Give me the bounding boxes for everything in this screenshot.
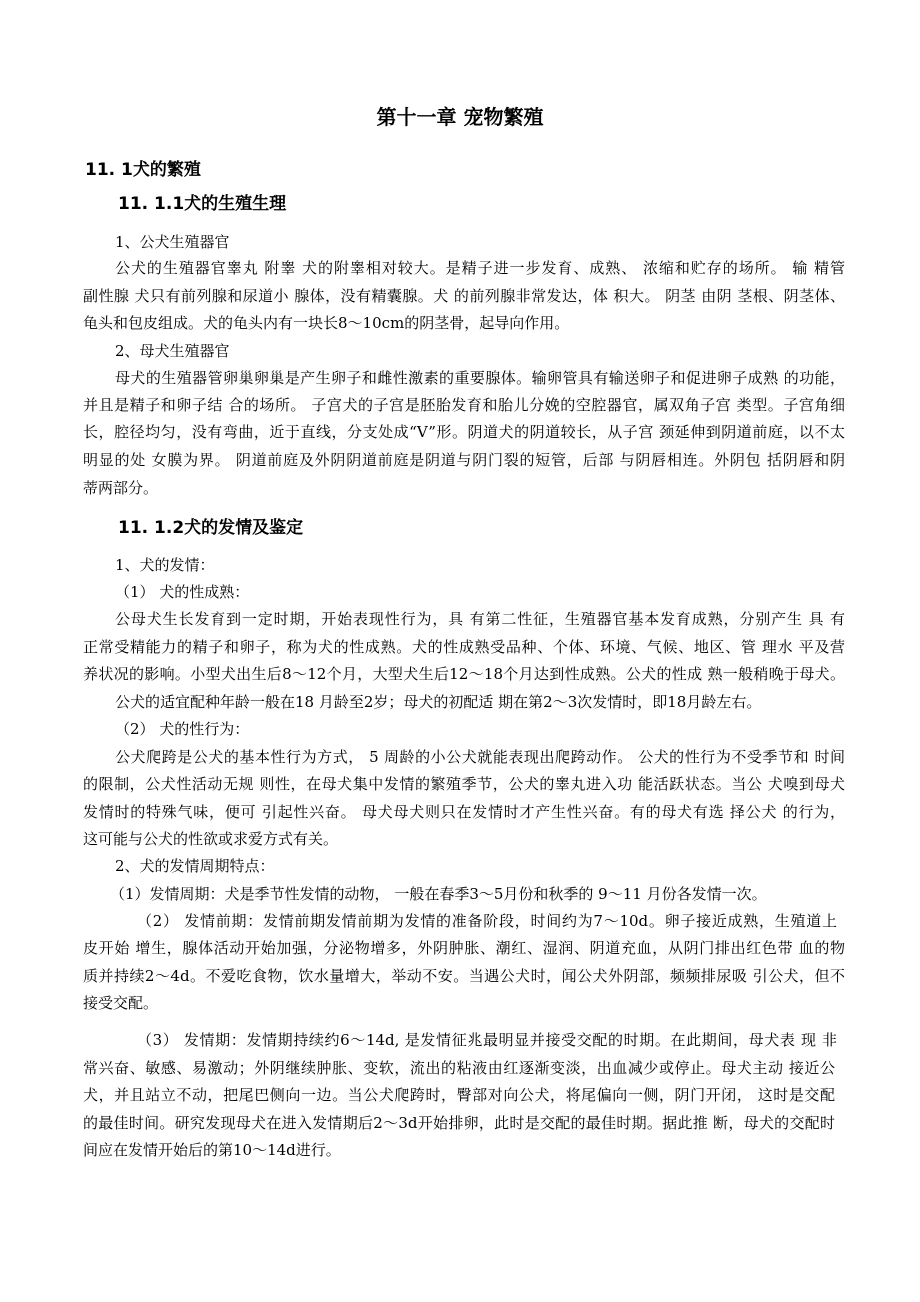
paragraph-line: 常兴奋、敏感、易激动；外阴继续肿胀、变软，流出的粘液由红逐渐变淡，出血减少或停止。母犬主动 接近公 [83, 1059, 835, 1077]
paragraph-line: 明显的处 女膜为界。 阴道前庭及外阴阴道前庭是阴道与阴门裂的短管，后部 与阴唇相连。外阴包 括阴唇和阴 [83, 451, 845, 469]
paragraph-line: 公犬的生殖器官睾丸 附睾 犬的附睾相对较大。是精子进一步发育、成熟、 浓缩和贮存的场所。 输 精管 [115, 259, 845, 277]
paragraph-line: 正常受精能力的精子和卵子，称为犬的性成熟。犬的性成熟受品种、个体、环境、气候、地区、管 理水 平及营 [83, 638, 845, 656]
paragraph-line: 公犬的适宜配种年龄一般在18 月龄至2岁；母犬的初配适 期在第2～3次发情时，即18月龄左右。 [115, 693, 762, 711]
female-organs-heading: 2、母犬生殖器官 [115, 342, 230, 360]
paragraph-line: 接受交配。 [83, 994, 159, 1012]
paragraph-line: 副性腺 犬只有前列腺和尿道小 腺体，没有精囊腺。犬 的前列腺非常发达，体 积大。 阴茎 由阴 茎根、阴茎体、 [83, 287, 845, 305]
paragraph-line: 公母犬生长发育到一定时期，开始表现性行为，具 有第二性征，生殖器官基本发育成熟，分别产生 具 有 [115, 610, 845, 628]
paragraph-line: 间应在发情开始后的第10～14d进行。 [83, 1141, 341, 1159]
paragraph-line: （3） 发情期：发情期持续约6～14d, 是发情征兆最明显并接受交配的时期。在此期间，母犬表 现 非 [137, 1031, 837, 1049]
paragraph-line: 养状况的影响。小型犬出生后8～12个月，大型犬生后12～18个月达到性成熟。公犬的性成 熟一般稍晚于母犬。 [83, 665, 845, 683]
maturity-heading: （1） 犬的性成熟： [115, 583, 250, 601]
subsection-heading-estrus: 11. 1.2犬的发情及鉴定 [118, 518, 304, 538]
behavior-heading: （2） 犬的性行为： [115, 720, 250, 738]
paragraph-line: 的限制，公犬性活动无规 则性，在母犬集中发情的繁殖季节，公犬的睾丸进入功 能活跃状态。当公 犬嗅到母犬 [83, 775, 845, 793]
section-heading: 11. 1犬的繁殖 [85, 160, 201, 180]
cycle-heading: 2、犬的发情周期特点： [115, 857, 275, 875]
paragraph-line: 发情时的特殊气味，便可 引起性兴奋。 母犬母犬则只在发情时才产生性兴奋。有的母犬有选 择公犬 的行为， [83, 803, 845, 821]
paragraph-line: 犬，并且站立不动，把尾巴侧向一边。当公犬爬跨时，臀部对向公犬，将尾偏向一侧，阴门开闭， 这时是交配 [83, 1086, 835, 1104]
paragraph-line: 龟头和包皮组成。犬的龟头内有一块长8～10cm的阴茎骨，起导向作用。 [83, 314, 570, 332]
paragraph-line: 公犬爬跨是公犬的基本性行为方式， 5 周龄的小公犬就能表现出爬跨动作。 公犬的性行为不受季节和 时间 [115, 748, 845, 766]
paragraph-line: 的最佳时间。研究发现母犬在进入发情期后2～3d开始排卵，此时是交配的最佳时期。据此推 断，母犬的交配时 [83, 1114, 835, 1132]
paragraph-line: 皮开始 增生，腺体活动开始加强，分泌物增多，外阴肿胀、潮红、湿润、阴道充血，从阴门排出红色带 血的物 [83, 939, 845, 957]
chapter-title: 第十一章 宠物繁殖 [376, 105, 544, 129]
subsection-heading-reproductive-physiology: 11. 1.1犬的生殖生理 [118, 194, 287, 214]
estrus-heading: 1、犬的发情： [115, 556, 215, 574]
paragraph-line: 并且是精子和卵子结 合的场所。 子宫犬的子宫是胚胎发育和胎儿分娩的空腔器官，属双角子宫 类型。子宫角细 [83, 396, 845, 414]
paragraph-line: 蒂两部分。 [83, 479, 159, 497]
paragraph-line: （2） 发情前期：发情前期发情前期为发情的准备阶段，时间约为7～10d。卵子接近成熟，生殖道上 [137, 912, 837, 930]
paragraph-line: 长，腔径均匀，没有弯曲，近于直线，分支处成“V”形。阴道犬的阴道较长，从子宫 颈延伸到阴道前庭，以不太 [83, 423, 845, 441]
paragraph-line: 母犬的生殖器管卵巢卵巢是产生卵子和雌性激素的重要腺体。输卵管具有输送卵子和促进卵子成熟 的功能， [115, 369, 845, 387]
male-organs-heading: 1、公犬生殖器官 [115, 233, 230, 251]
paragraph-line: （1）发情周期：犬是季节性发情的动物， 一般在春季3～5月份和秋季的 9～11 月份各发情一次。 [110, 885, 767, 903]
paragraph-line: 质并持续2～4d。不爱吃食物，饮水量增大，举动不安。当遇公犬时，闻公犬外阴部，频频排尿吸 引公犬，但不 [83, 967, 845, 985]
paragraph-line: 这可能与公犬的性欲或求爱方式有关。 [83, 830, 339, 848]
